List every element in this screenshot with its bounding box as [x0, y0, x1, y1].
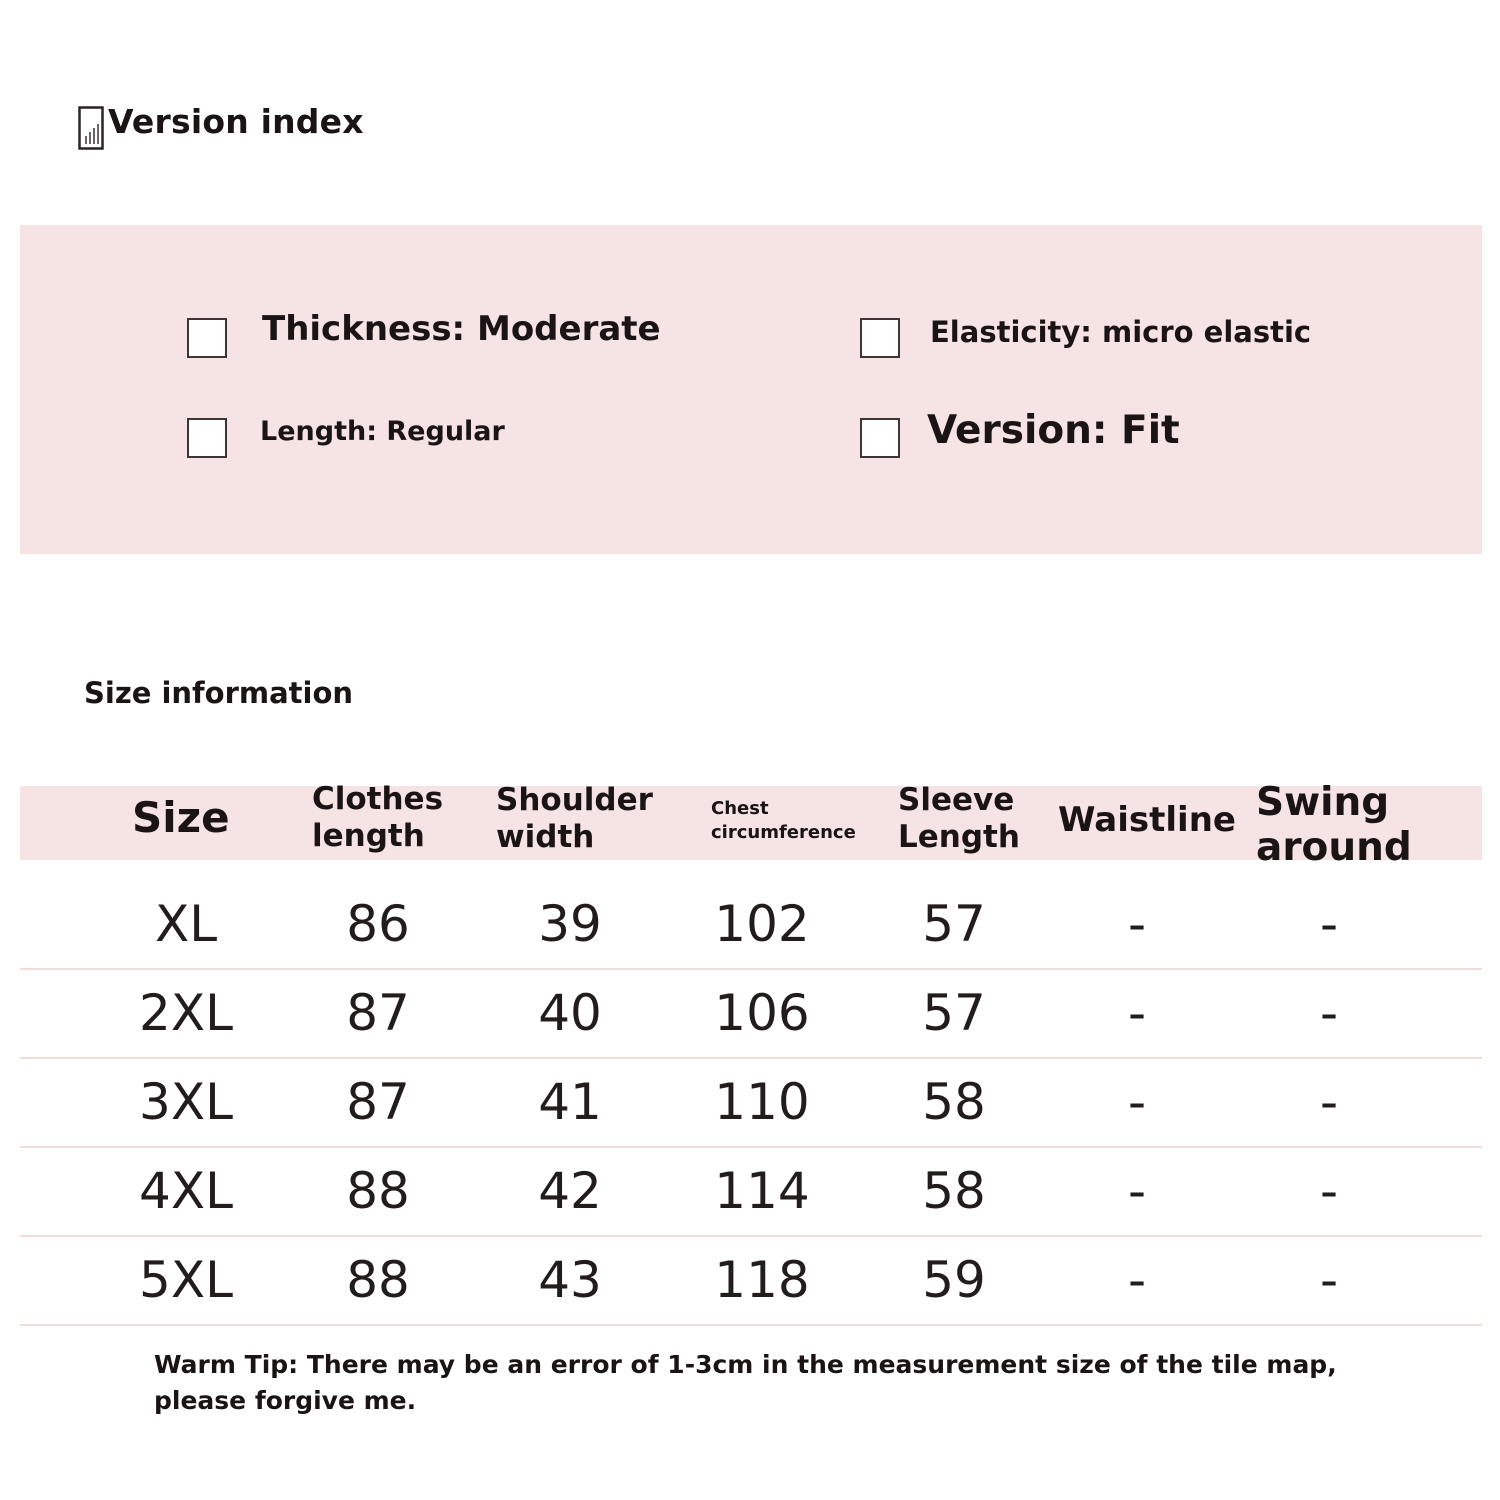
- cell-sleeve: 58: [922, 1073, 986, 1131]
- cell-sleeve: 57: [922, 895, 986, 953]
- cell-shoulder-width: 43: [538, 1251, 602, 1309]
- cell-swing: -: [1319, 1162, 1339, 1220]
- header-swing-line2: around: [1256, 824, 1412, 870]
- cell-clothes-length: 87: [346, 984, 410, 1042]
- cell-shoulder-width: 40: [538, 984, 602, 1042]
- warm-tip: [154, 1347, 1404, 1419]
- cell-swing: -: [1319, 1073, 1339, 1131]
- warm-tip-line2: please forgive me.: [154, 1386, 417, 1415]
- header-swing-around: [1256, 781, 1412, 871]
- cell-size: 2XL: [139, 984, 233, 1042]
- header-clothes-length-line1: Clothes: [312, 781, 444, 817]
- thickness-checkbox[interactable]: [187, 318, 227, 358]
- header-shoulder-width-line2: width: [496, 819, 595, 856]
- table-row: [20, 1147, 1482, 1236]
- cell-size: 4XL: [139, 1162, 233, 1220]
- elasticity-label: Elasticity: micro elastic: [930, 315, 1312, 349]
- header-sleeve-line1: Sleeve: [898, 782, 1015, 818]
- version-label: Version: Fit: [927, 408, 1180, 453]
- cell-shoulder-width: 42: [538, 1162, 602, 1220]
- header-swing-line1: Swing: [1256, 780, 1390, 825]
- header-chest-circumference: [711, 797, 856, 846]
- length-checkbox[interactable]: [187, 418, 227, 458]
- table-row: [20, 880, 1482, 969]
- cell-size: 3XL: [139, 1073, 233, 1131]
- cell-chest: 102: [714, 895, 810, 953]
- version-checkbox[interactable]: [860, 418, 900, 458]
- elasticity-checkbox[interactable]: [860, 318, 900, 358]
- cell-swing: -: [1319, 984, 1339, 1042]
- cell-waistline: -: [1127, 1251, 1147, 1309]
- cell-chest: 114: [714, 1162, 810, 1220]
- attributes-panel: [20, 225, 1482, 554]
- table-row: [20, 969, 1482, 1058]
- cell-clothes-length: 86: [346, 895, 410, 953]
- cell-size: XL: [154, 895, 218, 953]
- cell-shoulder-width: 41: [538, 1073, 602, 1131]
- header-sleeve-line2: Length: [898, 819, 1020, 856]
- cell-swing: -: [1319, 895, 1339, 953]
- cell-clothes-length: 88: [346, 1251, 410, 1309]
- header-waistline: Waistline: [1058, 800, 1236, 840]
- cell-waistline: -: [1127, 895, 1147, 953]
- header-sleeve-length: [898, 782, 1020, 856]
- cell-chest: 110: [714, 1073, 810, 1131]
- header-clothes-length-line2: length: [312, 818, 425, 855]
- header-chest-line2: circumference: [711, 822, 856, 844]
- header-clothes-length: [312, 781, 443, 855]
- table-row: [20, 1236, 1482, 1325]
- cell-sleeve: 59: [922, 1251, 986, 1309]
- warm-tip-line1: Warm Tip: There may be an error of 1-3cm in the measurement size of the tile map,: [154, 1350, 1337, 1379]
- row-divider: [20, 1324, 1482, 1326]
- cell-clothes-length: 87: [346, 1073, 410, 1131]
- cell-waistline: -: [1127, 984, 1147, 1042]
- length-label: Length: Regular: [260, 416, 505, 447]
- header-size: Size: [132, 793, 230, 842]
- header-chest-line1: Chest: [711, 798, 769, 819]
- size-information-title: Size information: [84, 676, 354, 710]
- thickness-label: Thickness: Moderate: [262, 309, 661, 349]
- cell-size: 5XL: [139, 1251, 233, 1309]
- cell-clothes-length: 88: [346, 1162, 410, 1220]
- header-shoulder-width-line1: Shoulder: [496, 782, 653, 818]
- cell-waistline: -: [1127, 1073, 1147, 1131]
- chart-document-icon: [78, 106, 104, 150]
- cell-sleeve: 58: [922, 1162, 986, 1220]
- cell-waistline: -: [1127, 1162, 1147, 1220]
- header-shoulder-width: [496, 782, 653, 856]
- table-row: [20, 1058, 1482, 1147]
- cell-sleeve: 57: [922, 984, 986, 1042]
- version-index-title: Version index: [108, 102, 364, 141]
- cell-swing: -: [1319, 1251, 1339, 1309]
- cell-chest: 118: [714, 1251, 810, 1309]
- cell-chest: 106: [714, 984, 810, 1042]
- cell-shoulder-width: 39: [538, 895, 602, 953]
